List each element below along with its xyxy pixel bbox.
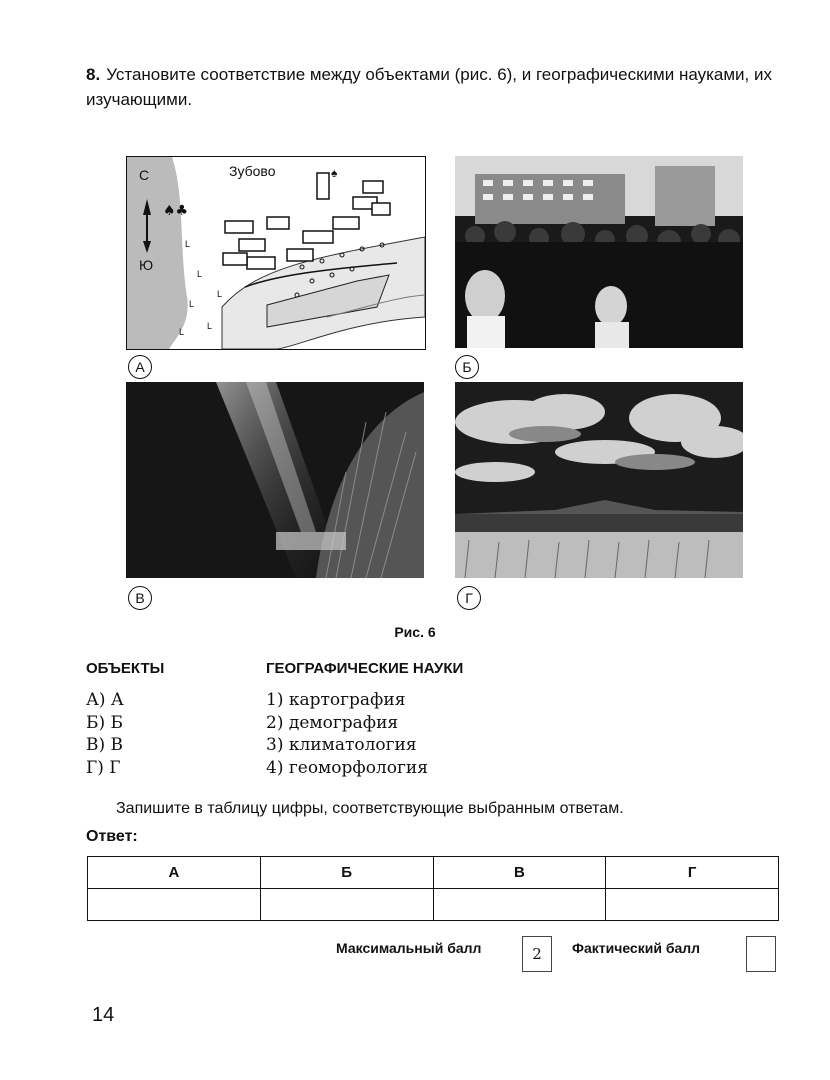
map-village-label: Зубово xyxy=(229,163,276,179)
svg-text:L: L xyxy=(207,321,213,331)
figure-v-forest-photo xyxy=(126,382,424,578)
answer-header-a: А xyxy=(88,857,261,889)
sciences-heading: ГЕОГРАФИЧЕСКИЕ НАУКИ xyxy=(266,660,464,677)
figure-caption: Рис. 6 xyxy=(394,624,436,640)
figure-g-landscape-photo xyxy=(455,382,743,578)
svg-text:L: L xyxy=(189,299,195,309)
task-number: 8. xyxy=(86,65,101,84)
answer-table-header-row xyxy=(88,857,779,889)
answer-cell-g[interactable] xyxy=(606,889,779,921)
object-item: Г) Г xyxy=(86,757,121,778)
answer-cell-a[interactable] xyxy=(88,889,261,921)
science-item: 2) демография xyxy=(266,712,399,733)
answer-label: Ответ: xyxy=(86,828,138,845)
answer-header-g: Г xyxy=(606,857,779,889)
figure-a-label: А xyxy=(128,355,152,379)
answer-cell-b[interactable] xyxy=(260,889,433,921)
actual-score-label: Фактический балл xyxy=(572,940,701,956)
objects-heading: ОБЪЕКТЫ xyxy=(86,660,165,677)
figure-a-map xyxy=(126,156,426,350)
map-north-label: С xyxy=(139,167,150,183)
answer-header-v: В xyxy=(433,857,606,889)
map-south-label: Ю xyxy=(139,257,154,273)
science-item: 1) картография xyxy=(266,690,406,710)
answer-cell-v[interactable] xyxy=(433,889,606,921)
svg-text:L: L xyxy=(217,289,223,299)
figure-g-label: Г xyxy=(457,586,481,610)
page-number: 14 xyxy=(92,1004,115,1026)
svg-text:L: L xyxy=(179,327,185,337)
instruction-text: Запишите в таблицу цифры, соответствующие выбранным ответам. xyxy=(116,800,624,817)
sciences-list xyxy=(266,689,428,779)
science-item: 3) климатология xyxy=(266,735,417,755)
answer-table xyxy=(87,856,779,921)
figure-b-label: Б xyxy=(455,355,479,379)
max-score-label: Максимальный балл xyxy=(336,940,482,956)
figure-v-label: В xyxy=(128,586,152,610)
object-item: В) В xyxy=(86,735,124,755)
objects-list xyxy=(86,689,124,779)
science-item: 4) геоморфология xyxy=(266,757,428,778)
svg-text:L: L xyxy=(197,269,203,279)
task-text: Установите соответствие между объектами (рис. 6), и географическими науками, их изучающими. xyxy=(86,65,772,109)
task-statement xyxy=(86,62,786,112)
answer-table-value-row xyxy=(88,889,779,921)
object-item: Б) Б xyxy=(86,712,124,733)
object-item: А) А xyxy=(86,690,124,710)
max-score-box: 2 xyxy=(522,936,552,972)
actual-score-box[interactable] xyxy=(746,936,776,972)
answer-header-b: Б xyxy=(260,857,433,889)
svg-text:L: L xyxy=(185,239,191,249)
figure-b-crowd-photo xyxy=(455,156,743,348)
svg-text:♠♣: ♠♣ xyxy=(163,203,189,219)
svg-text:♠: ♠ xyxy=(331,166,338,180)
